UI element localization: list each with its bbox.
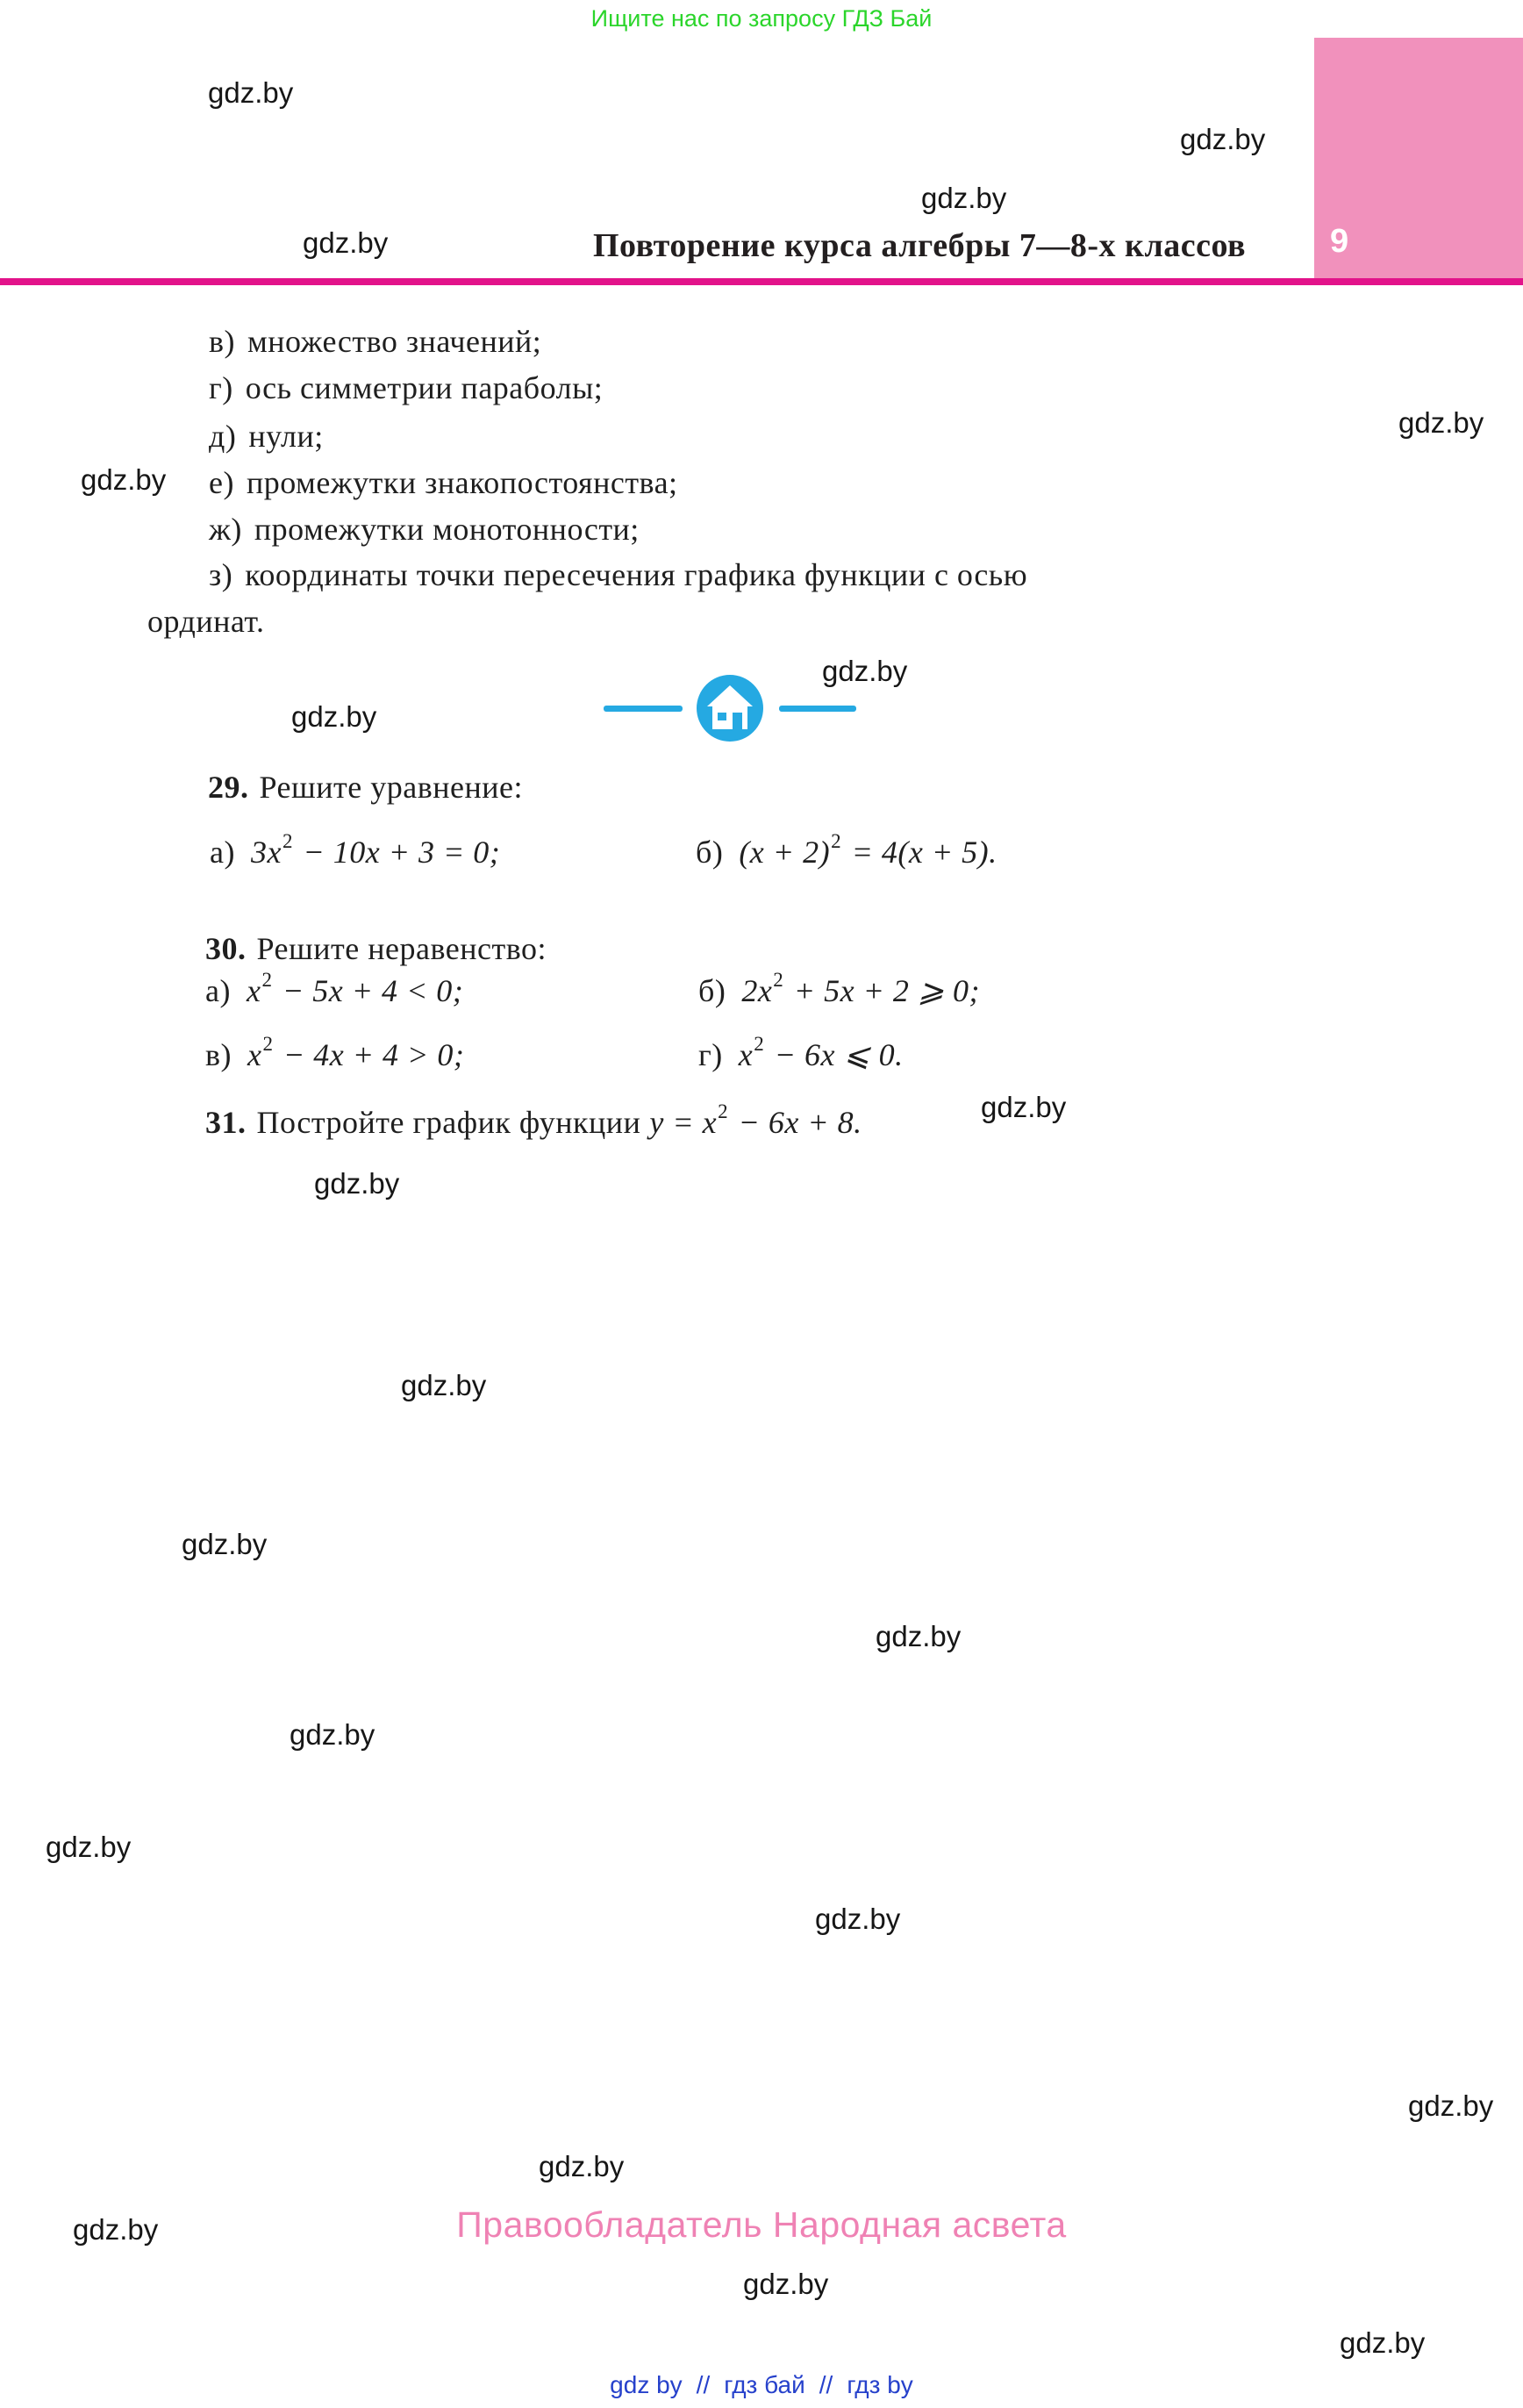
eq-30a-exponent: 2 [261, 969, 273, 991]
list-item-g [209, 369, 603, 406]
problem-31-line [205, 1100, 862, 1141]
eq-30a-label: а) [205, 973, 231, 1008]
list-item-text: ось симметрии параболы; [245, 370, 604, 405]
footer-separator: // [819, 2371, 833, 2398]
eq-29b-body: (x + 2) [739, 835, 831, 870]
footer-separator: // [696, 2371, 711, 2398]
list-item-v [209, 323, 541, 360]
eq-29b [696, 830, 997, 871]
eq-30a-body: x [246, 973, 261, 1008]
list-item-zh [209, 511, 640, 548]
eq-30v-rest: − 4x + 4 > 0; [275, 1037, 465, 1072]
eq-29a [210, 830, 501, 871]
list-item-label: в) [209, 324, 235, 359]
eq-29a-exponent: 2 [282, 830, 293, 852]
watermark-gdz-by: gdz.by [743, 2268, 829, 2300]
eq-30b-body: 2x [741, 973, 773, 1008]
watermark-gdz-by: gdz.by [822, 655, 908, 687]
list-item-text: множество значений; [247, 324, 542, 359]
problem-29-heading [208, 769, 523, 806]
problem-31-title: Постройте график функции [256, 1105, 641, 1140]
watermark-gdz-by: gdz.by [46, 1831, 132, 1863]
list-item-text: промежутки монотонности; [254, 512, 640, 547]
eq-30b-label: б) [698, 973, 726, 1008]
eq-30b-rest: + 5x + 2 ⩾ 0; [785, 973, 981, 1008]
eq-30g-rest: − 6x ⩽ 0. [766, 1037, 904, 1072]
eq-29b-rest: = 4(x + 5). [843, 835, 997, 870]
footer-link-gdz-by[interactable]: gdz by [610, 2371, 683, 2398]
watermark-gdz-by: gdz.by [303, 226, 389, 259]
watermark-gdz-by: gdz.by [290, 1718, 375, 1751]
watermark-gdz-by: gdz.by [291, 700, 377, 733]
header-rule [0, 278, 1523, 285]
eq-30g-body: x [738, 1037, 754, 1072]
watermark-gdz-by: gdz.by [401, 1369, 487, 1401]
footer-link-gdz-bai[interactable]: гдз бай [724, 2371, 805, 2398]
list-item-text: нули; [248, 419, 324, 454]
eq-29a-rest: − 10x + 3 = 0; [294, 835, 501, 870]
eq-29a-label: а) [210, 835, 235, 870]
divider-line-right [779, 706, 856, 712]
page-number: 9 [1330, 223, 1349, 260]
eq-30a-rest: − 5x + 4 < 0; [274, 973, 464, 1008]
eq-30v-label: в) [205, 1037, 232, 1072]
list-item-label: г) [209, 370, 233, 405]
problem-30-number: 30. [205, 931, 247, 966]
eq-30a [205, 969, 464, 1009]
copyright-note: Правообладатель Народная асвета [456, 2204, 1067, 2245]
home-icon [697, 675, 763, 742]
eq-30g [698, 1033, 904, 1073]
eq-31-rest: − 6x + 8. [730, 1105, 862, 1140]
eq-29b-label: б) [696, 835, 724, 870]
list-item-label: д) [209, 419, 237, 454]
watermark-gdz-by: gdz.by [876, 1620, 962, 1652]
promo-banner: Ищите нас по запросу ГДЗ Бай [590, 5, 933, 32]
problem-29-title: Решите уравнение: [259, 770, 523, 805]
list-hang-line: ординат. [147, 604, 265, 639]
eq-30v-body: x [247, 1037, 262, 1072]
problem-29-number: 29. [208, 770, 249, 805]
footer-link-gdz-by-2[interactable]: гдз by [847, 2371, 913, 2398]
list-item-z [209, 556, 1027, 593]
problem-30-heading [205, 930, 547, 967]
list-item-text: промежутки знакопостоянства; [246, 465, 678, 500]
divider-line-left [604, 706, 683, 712]
page-header-title: Повторение курса алгебры 7—8-х классов [593, 227, 1247, 264]
watermark-gdz-by: gdz.by [981, 1091, 1067, 1123]
watermark-gdz-by: gdz.by [81, 463, 167, 496]
list-item-label: з) [209, 557, 233, 592]
list-item-e [209, 464, 678, 501]
watermark-gdz-by: gdz.by [1398, 406, 1484, 439]
watermark-gdz-by: gdz.by [73, 2213, 159, 2246]
eq-30v [205, 1033, 465, 1073]
eq-30b [698, 969, 981, 1009]
watermark-gdz-by: gdz.by [921, 182, 1007, 214]
eq-30v-exponent: 2 [262, 1033, 274, 1055]
problem-31-number: 31. [205, 1105, 247, 1140]
watermark-gdz-by: gdz.by [314, 1167, 400, 1200]
watermark-gdz-by: gdz.by [208, 76, 294, 109]
eq-31-body: y = x [649, 1105, 718, 1140]
watermark-gdz-by: gdz.by [1340, 2326, 1426, 2359]
watermark-gdz-by: gdz.by [1180, 123, 1266, 155]
list-item-d [209, 418, 324, 455]
eq-29a-body: 3x [250, 835, 282, 870]
eq-29b-exponent: 2 [831, 830, 842, 852]
watermark-gdz-by: gdz.by [1408, 2089, 1494, 2122]
watermark-gdz-by: gdz.by [539, 2150, 625, 2182]
watermark-gdz-by: gdz.by [815, 1903, 901, 1935]
footer-links [0, 2371, 1523, 2399]
list-item-label: е) [209, 465, 234, 500]
list-item-label: ж) [209, 512, 242, 547]
eq-31-exponent: 2 [718, 1100, 729, 1122]
eq-30g-exponent: 2 [754, 1033, 765, 1055]
watermark-gdz-by: gdz.by [182, 1528, 268, 1560]
list-item-text: координаты точки пересечения графика функции с осью [245, 557, 1028, 592]
eq-30b-exponent: 2 [773, 969, 784, 991]
eq-30g-label: г) [698, 1037, 723, 1072]
problem-30-title: Решите неравенство: [256, 931, 547, 966]
